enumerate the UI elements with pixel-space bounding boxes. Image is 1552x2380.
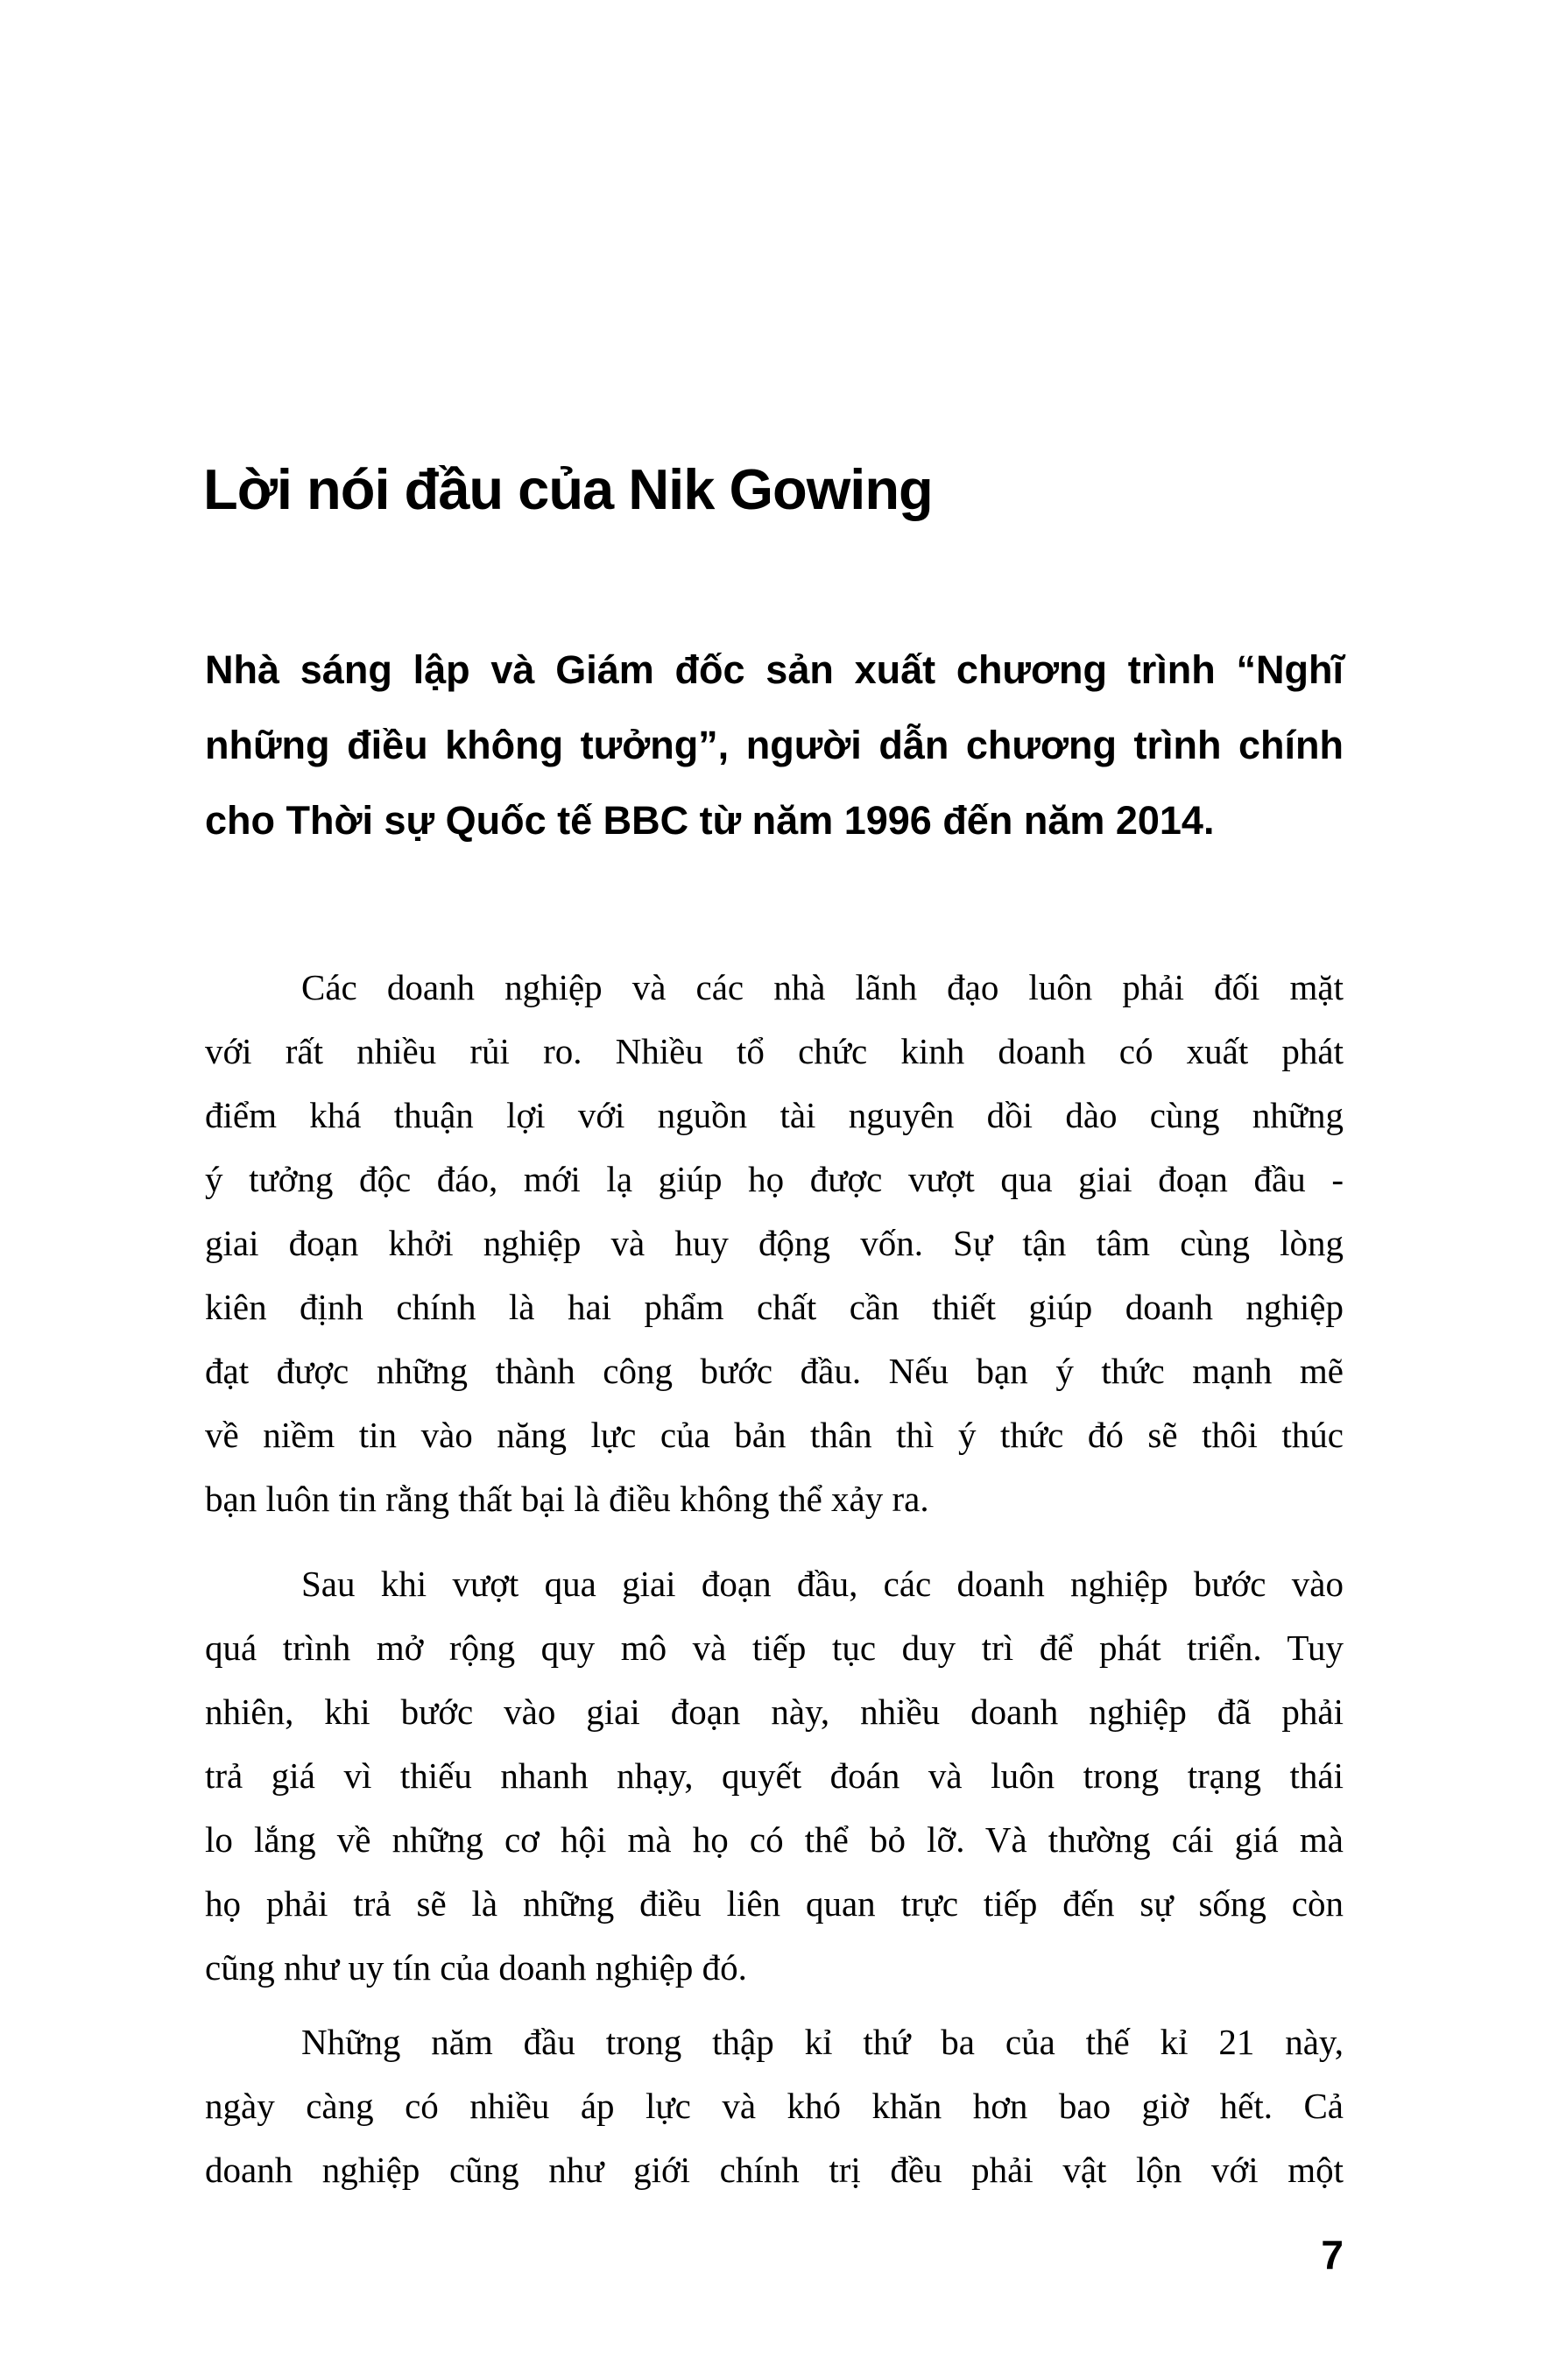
text-line: Sau khi vượt qua giai đoạn đầu, các doanh nghiệp bước vào (301, 1564, 1344, 1604)
text-line: kiên định chính là hai phẩm chất cần thiết giúp doanh nghiệp (205, 1287, 1344, 1327)
text-line: giai đoạn khởi nghiệp và huy động vốn. Sự tận tâm cùng lòng (205, 1223, 1344, 1263)
text-line: doanh nghiệp cũng như giới chính trị đều phải vật lộn với một (205, 2150, 1344, 2190)
byline-line: Nhà sáng lập và Giám đốc sản xuất chương trình “Nghĩ (205, 647, 1344, 692)
text-line: ngày càng có nhiều áp lực và khó khăn hơn bao giờ hết. Cả (205, 2086, 1344, 2126)
page-number: 7 (1321, 2232, 1344, 2278)
author-byline (205, 632, 1344, 858)
text-line: Những năm đầu trong thập kỉ thứ ba của thế kỉ 21 này, (301, 2022, 1344, 2062)
text-line: nhiên, khi bước vào giai đoạn này, nhiều doanh nghiệp đã phải (205, 1691, 1344, 1732)
text-line: với rất nhiều rủi ro. Nhiều tổ chức kinh doanh có xuất phát (205, 1031, 1344, 1071)
text-line: cũng như uy tín của doanh nghiệp đó. (205, 1947, 747, 1988)
text-line: ý tưởng độc đáo, mới lạ giúp họ được vượt qua giai đoạn đầu - (205, 1159, 1344, 1199)
text-line: về niềm tin vào năng lực của bản thân thì ý thức đó sẽ thôi thúc (205, 1415, 1344, 1455)
text-line: lo lắng về những cơ hội mà họ có thể bỏ lỡ. Và thường cái giá mà (205, 1819, 1344, 1860)
paragraph (205, 1552, 1344, 2000)
byline-line: cho Thời sự Quốc tế BBC từ năm 1996 đến năm 2014. (205, 798, 1215, 843)
text-line: Các doanh nghiệp và các nhà lãnh đạo luôn phải đối mặt (301, 967, 1344, 1007)
page-title: Lời nói đầu của Nik Gowing (203, 457, 933, 521)
text-line: quá trình mở rộng quy mô và tiếp tục duy trì để phát triển. Tuy (205, 1628, 1344, 1668)
byline-line: những điều không tưởng”, người dẫn chương trình chính (205, 723, 1344, 767)
text-line: họ phải trả sẽ là những điều liên quan trực tiếp đến sự sống còn (205, 1883, 1344, 1924)
text-line: điểm khá thuận lợi với nguồn tài nguyên dồi dào cùng những (205, 1095, 1344, 1135)
text-line: đạt được những thành công bước đầu. Nếu bạn ý thức mạnh mẽ (205, 1351, 1344, 1391)
paragraph (205, 2010, 1344, 2202)
text-line: trả giá vì thiếu nhanh nhạy, quyết đoán và luôn trong trạng thái (205, 1755, 1344, 1796)
text-line: bạn luôn tin rằng thất bại là điều không thể xảy ra. (205, 1479, 929, 1519)
paragraph (205, 956, 1344, 1531)
